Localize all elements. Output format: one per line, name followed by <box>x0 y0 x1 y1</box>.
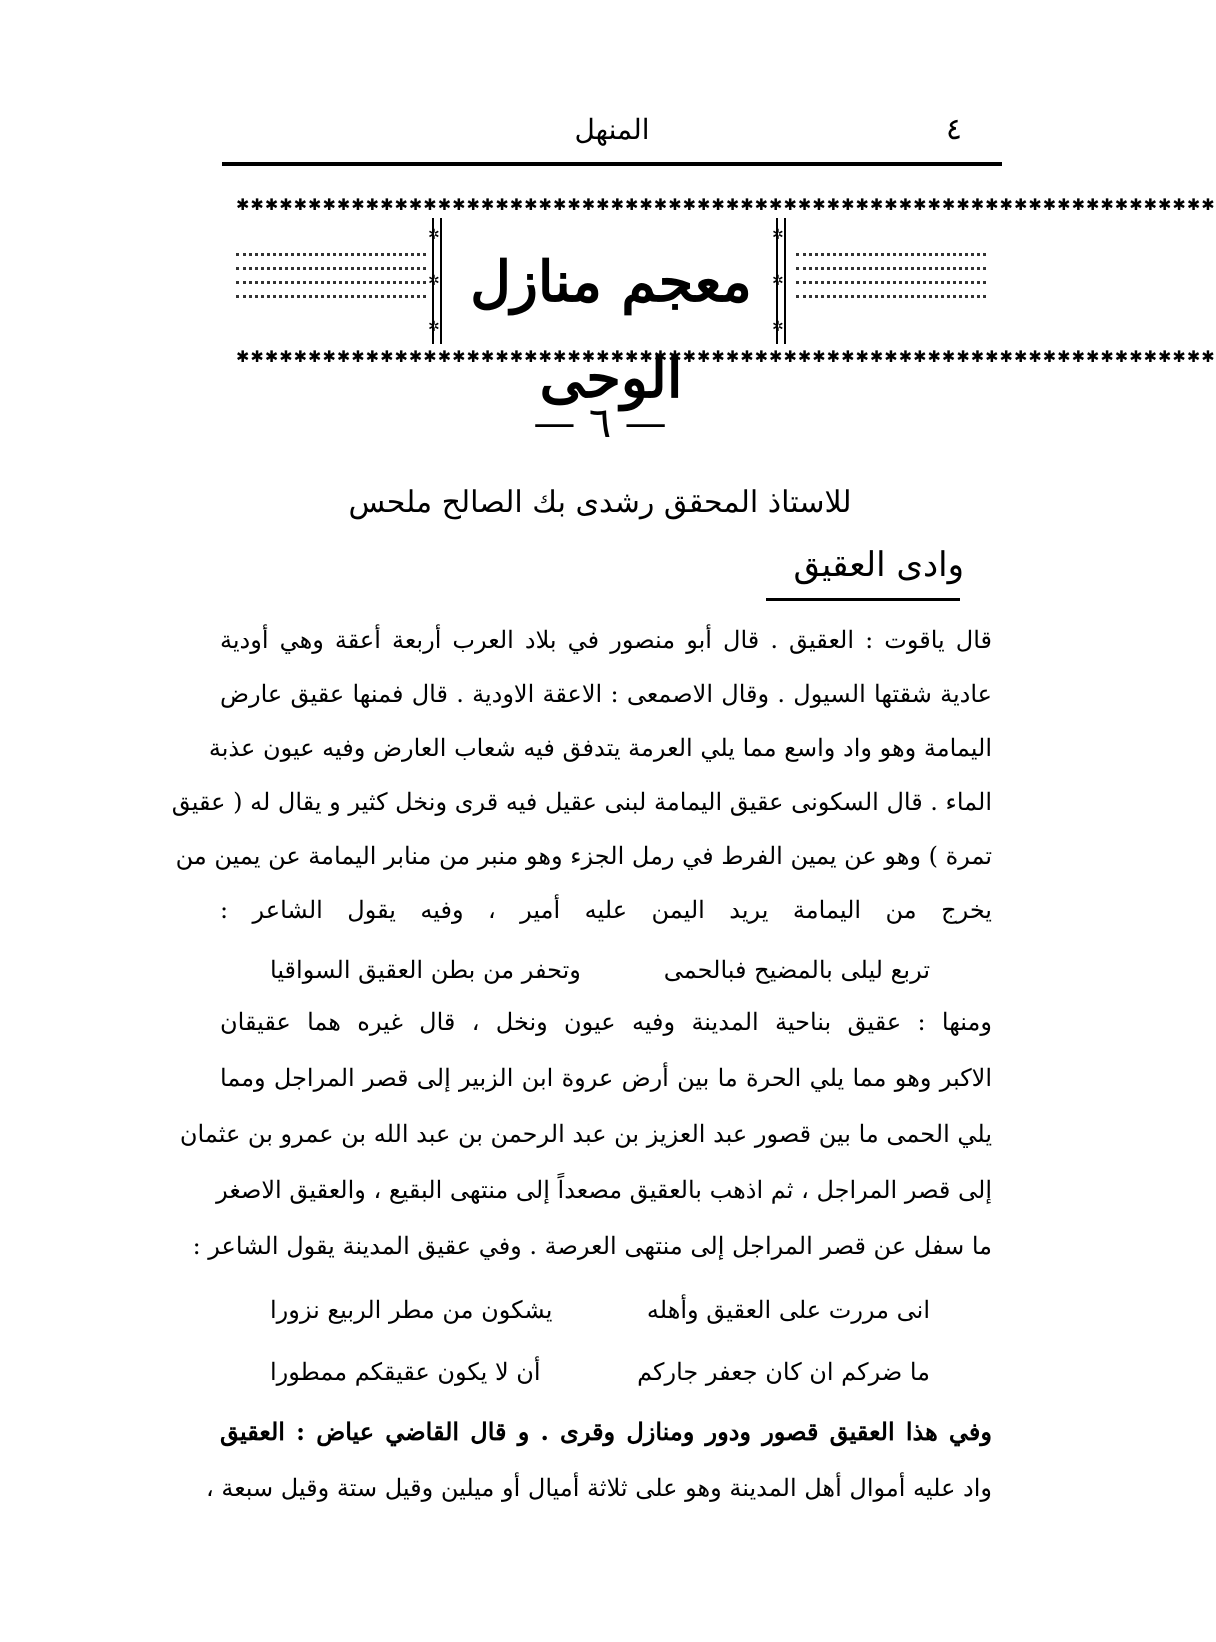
star-ornament-icon: ✲ <box>772 273 784 289</box>
star-ornament-icon: ✲ <box>772 227 784 243</box>
verse-hemistich-second: أن لا يكون عقيقكم ممطورا <box>270 1358 541 1386</box>
verse-line <box>270 1352 930 1392</box>
dotted-lines-right <box>796 242 986 322</box>
verse-hemistich-first: انى مررت على العقيق وأهله <box>646 1296 930 1324</box>
title-frame <box>236 195 1216 411</box>
verse-hemistich-first: تربع ليلى بالمضيح فبالحمى <box>663 956 930 984</box>
verse-line <box>270 1290 930 1330</box>
text-line: اليمامة وهو واد واسع مما يلي العرمة يتدفق فيه شعاب العارض وفيه عيون عذبة <box>208 734 992 762</box>
frame-post-left <box>428 218 442 344</box>
text-line: إلى قصر المراجل ، ثم اذهب بالعقيق مصعداً إلى منتهى البقيع ، والعقيق الاصغر <box>216 1176 992 1204</box>
star-ornament-icon: ✲ <box>428 227 440 243</box>
text-line: واد عليه أموال أهل المدينة وهو على ثلاثة أميال أو ميلين وقيل ستة وقيل سبعة ، <box>205 1474 992 1502</box>
section-number: — ٦ — <box>533 398 667 447</box>
verse-hemistich-second: وتحفر من بطن العقيق السواقيا <box>270 956 581 984</box>
text-line: تمرة ) وهو عن يمين الفرط في رمل الجزء وهو منبر من منابر اليمامة عن يمين من <box>175 842 992 870</box>
verse-line <box>270 950 930 990</box>
star-ornament-icon: ✲ <box>428 273 440 289</box>
dotted-lines-left <box>236 242 426 322</box>
header-rule <box>222 162 1002 166</box>
verse-hemistich-second: يشكون من مطر الربيع نزورا <box>270 1296 553 1324</box>
text-line: ما سفل عن قصر المراجل إلى منتهى العرصة . وفي عقيق المدينة يقول الشاعر : <box>192 1232 992 1260</box>
verse-hemistich-first: ما ضركم ان كان جعفر جاركم <box>637 1358 930 1386</box>
text-line: قال ياقوت : العقيق . قال أبو منصور في بلاد العرب أربعة أعقة وهي أودية <box>220 626 992 654</box>
text-line: ومنها : عقيق بناحية المدينة وفيه عيون ونخل ، قال غيره هما عقيقان <box>220 1008 992 1036</box>
star-ornament-icon: ✲ <box>428 319 440 335</box>
text-line: وفي هذا العقيق قصور ودور ومنازل وقرى . و قال القاضي عياض : العقيق <box>220 1417 992 1446</box>
ornament-band-bottom: ✱✱✱✱✱✱✱✱✱✱✱✱✱✱✱✱✱✱✱✱✱✱✱✱✱✱✱✱✱✱✱✱✱✱✱✱✱✱✱✱✱✱✱✱✱✱✱✱✱✱✱✱✱✱✱✱✱✱✱✱✱✱✱✱✱✱✱✱ <box>236 347 1216 366</box>
text-line: يخرج من اليمامة يريد اليمن عليه أمير ، وفيه يقول الشاعر : <box>220 896 992 924</box>
page-number: ٤ <box>945 112 962 147</box>
text-line: الاكبر وهو مما يلي الحرة ما بين أرض عروة ابن الزبير إلى قصر المراجل ومما <box>220 1064 992 1092</box>
journal-name: المنهل <box>574 113 650 146</box>
byline: للاستاذ المحقق رشدى بك الصالح ملحس <box>348 485 852 520</box>
text-line: يلي الحمى ما بين قصور عبد العزيز بن عبد الرحمن بن عبد الله بن عمرو بن عثمان <box>179 1120 992 1148</box>
text-line: الماء . قال السكونى عقيق اليمامة لبنى عقيل فيه قرى ونخل كثير و يقال له ( عقيق <box>171 788 992 816</box>
ornament-band-top: ✱✱✱✱✱✱✱✱✱✱✱✱✱✱✱✱✱✱✱✱✱✱✱✱✱✱✱✱✱✱✱✱✱✱✱✱✱✱✱✱✱✱✱✱✱✱✱✱✱✱✱✱✱✱✱✱✱✱✱✱✱✱✱✱✱✱✱✱ <box>236 195 1216 214</box>
heading-underline <box>766 598 960 601</box>
text-line: عادية شقتها السيول . وقال الاصمعى : الاعقة الاودية . قال فمنها عقيق عارض <box>220 680 992 708</box>
star-ornament-icon: ✲ <box>772 319 784 335</box>
section-heading: وادى العقيق <box>793 545 964 585</box>
frame-post-right <box>772 218 786 344</box>
running-head <box>222 108 1002 152</box>
article-title: معجم منازل الوحى <box>470 249 752 411</box>
